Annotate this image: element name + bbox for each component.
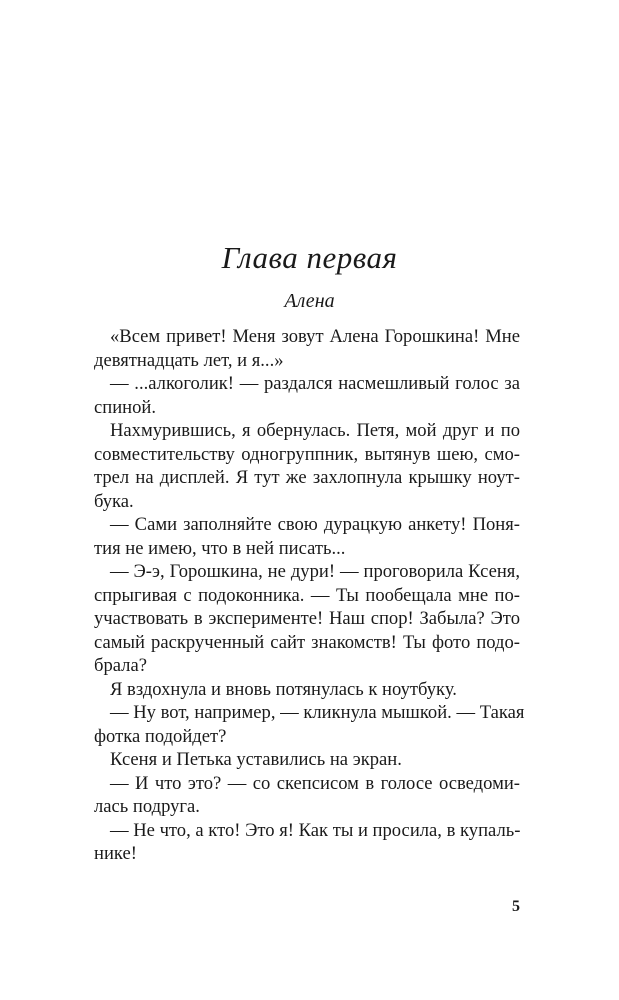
text-line: лась подруга. [94,796,200,817]
text-line: «Всем привет! Меня зовут Алена Горошкина! Мне [110,326,520,347]
page-number: 5 [512,898,520,915]
chapter-title: Глава первая [221,240,398,275]
text-line: совместительству одногруппник, вытянув шею, смо- [94,443,520,465]
text-line: — Сами заполняйте свою дурацкую анкету! Поня- [110,514,520,535]
text-line: Я вздохнула и вновь потянулась к ноутбуку. [110,678,457,700]
text-line: участвовать в эксперименте! Наш спор! Забыла? Это [94,608,520,629]
text-line: трел на дисплей. Я тут же захлопнула крышку ноут- [94,467,520,488]
text-line: — Не что, а кто! Это я! Как ты и просила, в купаль- [110,819,521,841]
text-line: девятнадцать лет, и я...» [94,349,284,371]
text-line: Нахмурившись, я обернулась. Петя, мой друг и по [110,420,520,441]
text-line: тия не имею, что в ней писать... [94,537,346,559]
text-line: нике! [94,843,137,864]
text-line: фотка подойдет? [94,725,227,747]
text-line: — Э-э, Горошкина, не дури! — проговорила Ксеня, [110,561,520,582]
text-line: брала? [94,655,147,676]
text-line: Ксеня и Петька уставились на экран. [110,749,402,770]
text-line: — Ну вот, например, — кликнула мышкой. — Такая [110,702,525,723]
chapter-subtitle: Алена [284,290,335,312]
text-line: бука. [94,490,134,512]
text-line: — И что это? — со скепсисом в голосе осведоми- [110,772,520,794]
text-line: спиной. [94,396,157,418]
text-line: спрыгивая с подоконника. — Ты пообещала мне по- [94,584,520,606]
body-text [94,325,525,866]
text-line: — ...алкоголик! — раздался насмешливый голос за [110,373,520,394]
text-line: самый раскрученный сайт знакомств! Ты фото подо- [94,631,520,653]
